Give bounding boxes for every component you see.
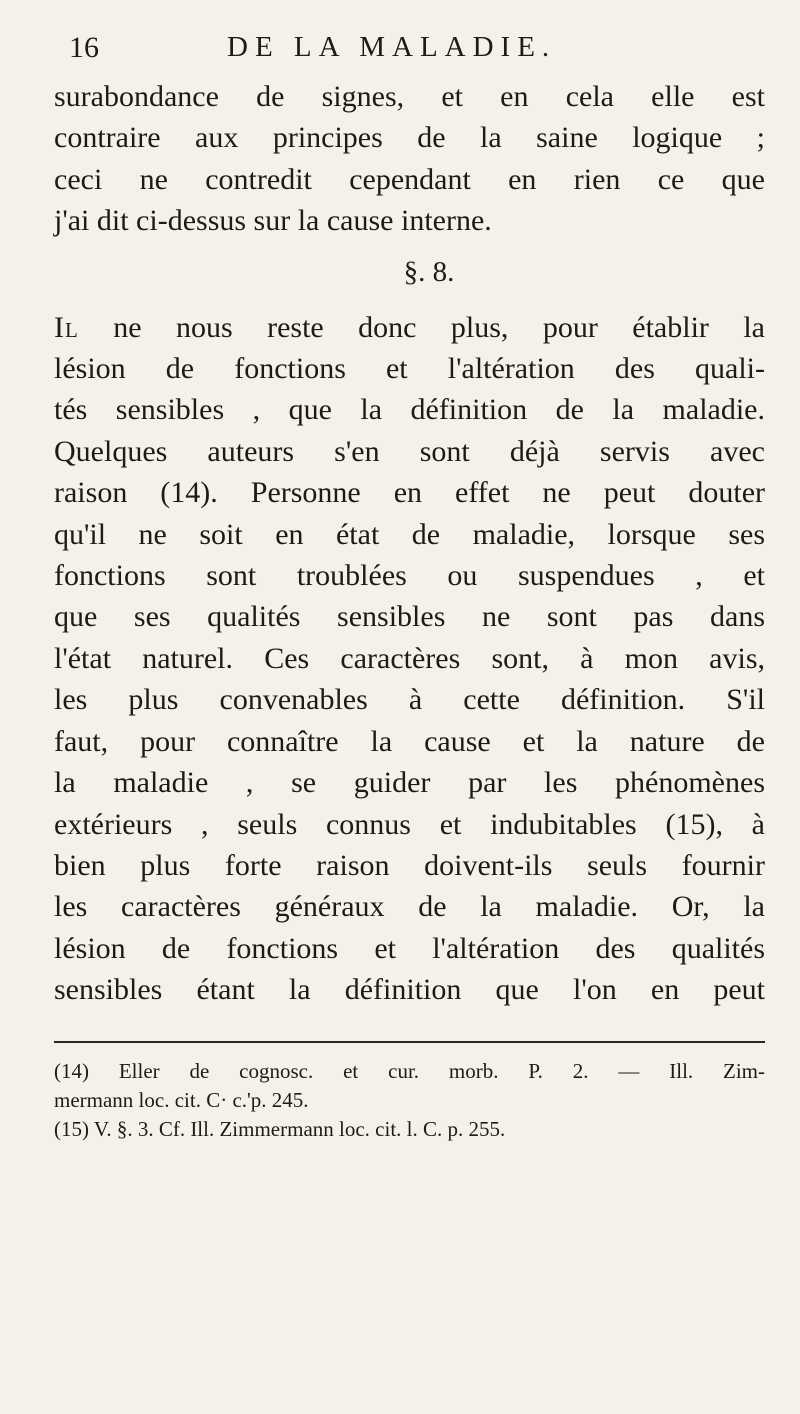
running-header <box>54 28 764 70</box>
text-line: fonctions sont troublées ou suspendues , et <box>54 559 765 593</box>
section-heading: §. 8. <box>403 255 455 288</box>
text-line: raison (14). Personne en effet ne peut douter <box>54 476 765 510</box>
text-line: les plus convenables à cette définition. S'il <box>54 683 765 717</box>
text-line: surabondance de signes, et en cela elle est <box>54 80 765 113</box>
text-line: tés sensibles , que la définition de la maladie. <box>54 393 765 427</box>
text-line-first <box>54 307 765 348</box>
footnotes <box>54 1057 765 1144</box>
text-line: qu'il ne soit en état de maladie, lorsque ses <box>54 517 765 551</box>
running-title: DE LA MALADIE. <box>227 31 557 63</box>
paragraph-continued <box>54 76 765 242</box>
text-line: sensibles étant la définition que l'on en peut <box>54 973 765 1007</box>
text-line: lésion de fonctions et l'altération des quali- <box>54 352 765 386</box>
text-line: j'ai dit ci-dessus sur la cause interne. <box>54 204 492 238</box>
text-line: faut, pour connaître la cause et la nature de <box>54 724 765 758</box>
initial-word: Il <box>54 310 79 344</box>
footnote-line: mermann loc. cit. C· c.'p. 245. <box>54 1087 309 1112</box>
text-line: bien plus forte raison doivent-ils seuls fournir <box>54 848 765 882</box>
text-line: extérieurs , seuls connus et indubitables (15), à <box>54 807 765 841</box>
first-line-rest: ne nous reste donc plus, pour établir la <box>78 310 765 344</box>
page-number: 16 <box>69 31 99 64</box>
text-line: la maladie , se guider par les phénomènes <box>54 766 765 800</box>
text-line: contraire aux principes de la saine logique ; <box>54 121 765 155</box>
paragraph-section-8 <box>54 307 765 1011</box>
footnote-line: (14) Eller de cognosc. et cur. morb. P. 2. — Ill. Zim- <box>54 1058 765 1083</box>
text-line: l'état naturel. Ces caractères sont, à mon avis, <box>54 641 765 675</box>
footnote-line: (15) V. §. 3. Cf. Ill. Zimmermann loc. cit. l. C. p. 255. <box>54 1116 506 1141</box>
text-line: lésion de fonctions et l'altération des qualités <box>54 931 765 965</box>
text-line: que ses qualités sensibles ne sont pas dans <box>54 600 765 634</box>
footnote-rule <box>54 1041 765 1043</box>
text-line: les caractères généraux de la maladie. Or, la <box>54 890 765 924</box>
text-line: Quelques auteurs s'en sont déjà servis avec <box>54 434 765 468</box>
text-line: ceci ne contredit cependant en rien ce que <box>54 162 765 196</box>
